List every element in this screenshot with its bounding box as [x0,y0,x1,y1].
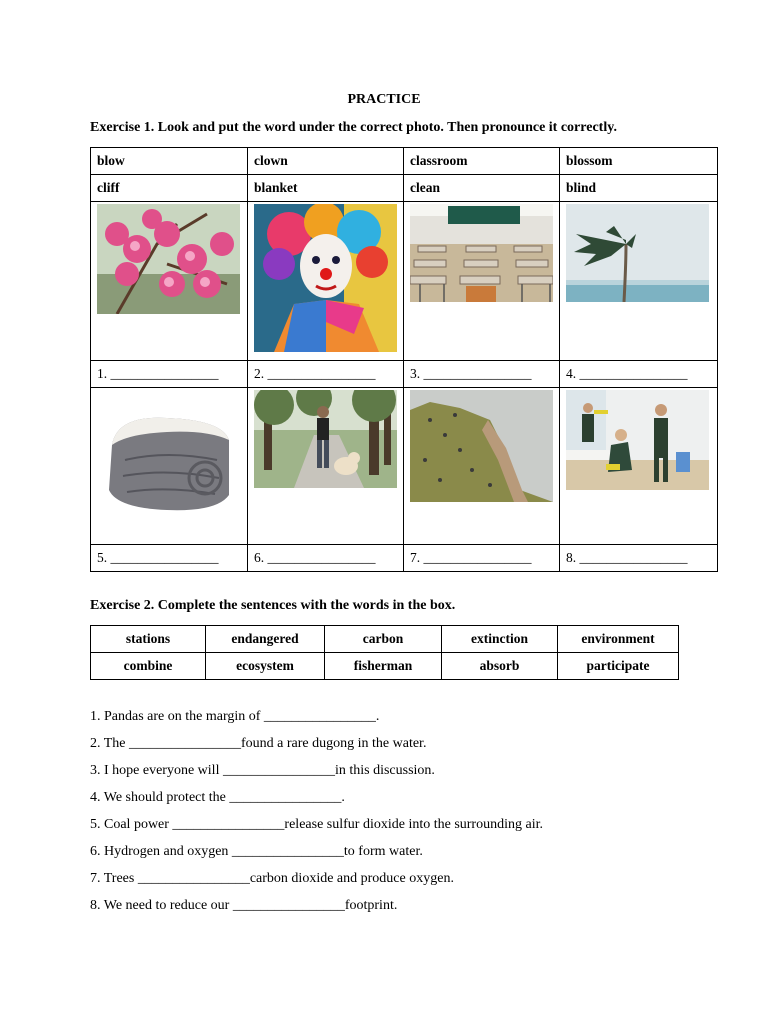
answer-cell-2 [248,361,404,388]
sentence-item: 6. Hydrogen and oxygen ________________to form water. [90,844,423,859]
clown-photo [254,204,397,352]
blossom-photo [97,204,240,314]
photo-row-2 [91,388,718,545]
word-cell: clean [404,175,560,202]
blind-man-photo [254,390,397,488]
cliff-photo [410,390,553,502]
answer-cell-5 [91,545,248,572]
word-box-row-1 [91,626,679,653]
sentence-item: 5. Coal power ________________release sulfur dioxide into the surrounding air. [90,817,543,832]
word-box-cell: carbon [325,626,442,653]
exercise-1-heading: Exercise 1. Look and put the word under the correct photo. Then pronounce it correctly. [90,120,617,135]
word-cell: blanket [248,175,404,202]
answer-blank[interactable]: ________________ [267,550,376,565]
word-box-cell: stations [91,626,206,653]
word-box [90,625,679,680]
sentence-item: 7. Trees ________________carbon dioxide and produce oxygen. [90,871,454,886]
answer-cell-3 [404,361,560,388]
sentence-item: 4. We should protect the ________________. [90,790,345,805]
answer-number: 5. [97,550,108,565]
sentence-item: 2. The ________________found a rare dugong in the water. [90,736,427,751]
sentence-item: 8. We need to reduce our ________________footprint. [90,898,398,913]
photo-cell [560,202,718,361]
answer-number: 6. [254,550,265,565]
sentence-item: 3. I hope everyone will ________________in this discussion. [90,763,435,778]
answer-number: 2. [254,366,265,381]
answer-cell-4 [560,361,718,388]
word-box-cell: absorb [442,653,558,680]
sentence-item: 1. Pandas are on the margin of ________________. [90,709,380,724]
word-cell: cliff [91,175,248,202]
photo-cell [248,202,404,361]
cleaning-photo [566,390,709,490]
word-box-cell: combine [91,653,206,680]
word-box-cell: endangered [206,626,325,653]
word-box-cell: participate [558,653,679,680]
answer-row-1 [91,361,718,388]
answer-blank[interactable]: ________________ [110,550,219,565]
photo-cell [560,388,718,545]
answer-cell-1 [91,361,248,388]
sentence-list [90,708,710,924]
answer-cell-6 [248,545,404,572]
answer-row-2 [91,545,718,572]
classroom-photo [410,204,553,302]
word-box-cell: fisherman [325,653,442,680]
photo-cell [248,388,404,545]
word-cell: classroom [404,148,560,175]
word-box-cell: extinction [442,626,558,653]
page-title: PRACTICE [347,92,421,107]
word-row-1 [91,148,718,175]
exercise-2-heading: Exercise 2. Complete the sentences with the words in the box. [90,598,456,613]
answer-number: 3. [410,366,421,381]
answer-blank[interactable]: ________________ [579,366,688,381]
photo-cell [91,202,248,361]
answer-blank[interactable]: ________________ [110,366,219,381]
answer-blank[interactable]: ________________ [267,366,376,381]
answer-blank[interactable]: ________________ [579,550,688,565]
word-cell: clown [248,148,404,175]
word-cell: blossom [560,148,718,175]
wind-palm-photo [566,204,709,302]
answer-cell-8 [560,545,718,572]
answer-number: 4. [566,366,577,381]
exercise-1-table [90,147,718,572]
photo-row-1 [91,202,718,361]
answer-blank[interactable]: ________________ [423,366,532,381]
answer-blank[interactable]: ________________ [423,550,532,565]
word-box-cell: environment [558,626,679,653]
word-box-cell: ecosystem [206,653,325,680]
answer-number: 8. [566,550,577,565]
blanket-photo [97,390,240,520]
photo-cell [404,388,560,545]
answer-cell-7 [404,545,560,572]
word-box-row-2 [91,653,679,680]
photo-cell [404,202,560,361]
photo-cell [91,388,248,545]
word-row-2 [91,175,718,202]
answer-number: 1. [97,366,108,381]
word-cell: blow [91,148,248,175]
word-cell: blind [560,175,718,202]
answer-number: 7. [410,550,421,565]
